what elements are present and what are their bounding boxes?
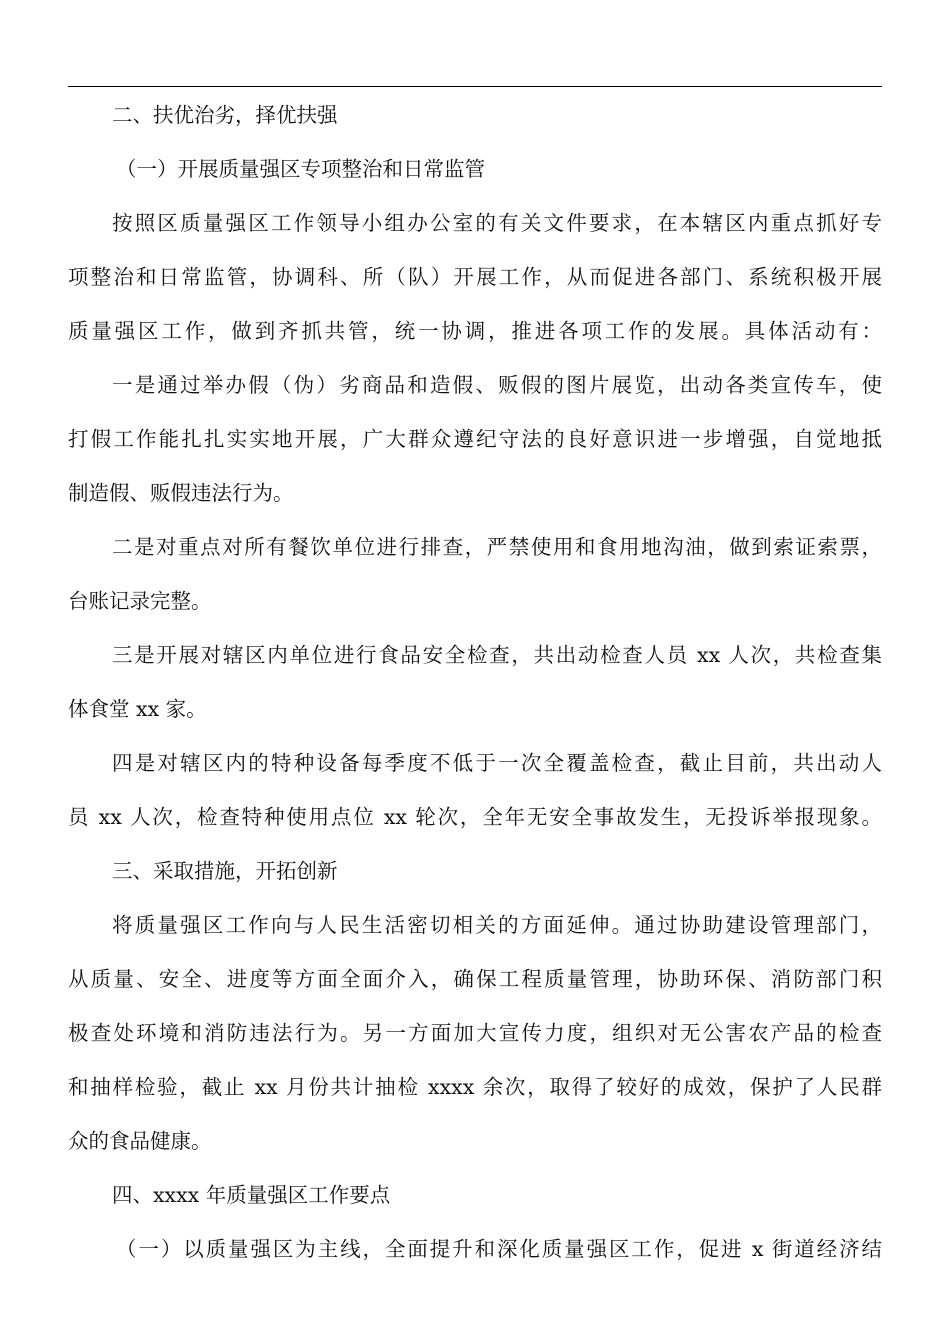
subsection-heading-2-1: （一）开展质量强区专项整治和日常监管: [116, 157, 485, 181]
paragraph-line: 从质量、安全、进度等方面全面介入，确保工程质量管理，协助环保、消防部门积: [68, 967, 882, 991]
paragraph-line: 将质量强区工作向与人民生活密切相关的方面延伸。通过协助建设管理部门，: [112, 913, 882, 937]
paragraph-line: 员 xx 人次，检查特种使用点位 xx 轮次，全年无安全事故发生，无投诉举报现象。: [68, 805, 882, 829]
paragraph-line: 打假工作能扎扎实实地开展，广大群众遵纪守法的良好意识进一步增强，自觉地抵: [68, 427, 882, 451]
section-heading-3: 三、采取措施，开拓创新: [112, 859, 338, 883]
paragraph-line: 台账记录完整。: [68, 589, 212, 613]
section-heading-2: 二、扶优治劣，择优扶强: [112, 103, 338, 127]
paragraph-line: 三是开展对辖区内单位进行食品安全检查，共出动检查人员 xx 人次，共检查集: [112, 643, 882, 667]
paragraph-line: 一是通过举办假（伪）劣商品和造假、贩假的图片展览，出动各类宣传车，使: [112, 373, 882, 397]
paragraph-line: 按照区质量强区工作领导小组办公室的有关文件要求，在本辖区内重点抓好专: [112, 211, 882, 235]
paragraph-line: 质量强区工作，做到齐抓共管，统一协调，推进各项工作的发展。具体活动有：: [68, 319, 882, 343]
paragraph-line: （一）以质量强区为主线，全面提升和深化质量强区工作，促进 x 街道经济结: [116, 1237, 882, 1261]
paragraph-line: 体食堂 xx 家。: [68, 697, 207, 721]
paragraph-line: 极查处环境和消防违法行为。另一方面加大宣传力度，组织对无公害农产品的检查: [68, 1021, 882, 1045]
document-body: [68, 92, 882, 1272]
section-heading-4: 四、xxxx 年质量强区工作要点: [112, 1183, 391, 1207]
paragraph-line: 项整治和日常监管，协调科、所（队）开展工作，从而促进各部门、系统积极开展: [68, 265, 882, 289]
paragraph-line: 制造假、贩假违法行为。: [68, 481, 294, 505]
header-rule: [68, 86, 882, 87]
paragraph-line: 二是对重点对所有餐饮单位进行排查，严禁使用和食用地沟油，做到索证索票，: [112, 535, 882, 559]
paragraph-line: 和抽样检验，截止 xx 月份共计抽检 xxxx 余次，取得了较好的成效，保护了人民群: [68, 1075, 882, 1099]
paragraph-line: 众的食品健康。: [68, 1129, 212, 1153]
paragraph-line: 四是对辖区内的特种设备每季度不低于一次全覆盖检查，截止目前，共出动人: [112, 751, 882, 775]
